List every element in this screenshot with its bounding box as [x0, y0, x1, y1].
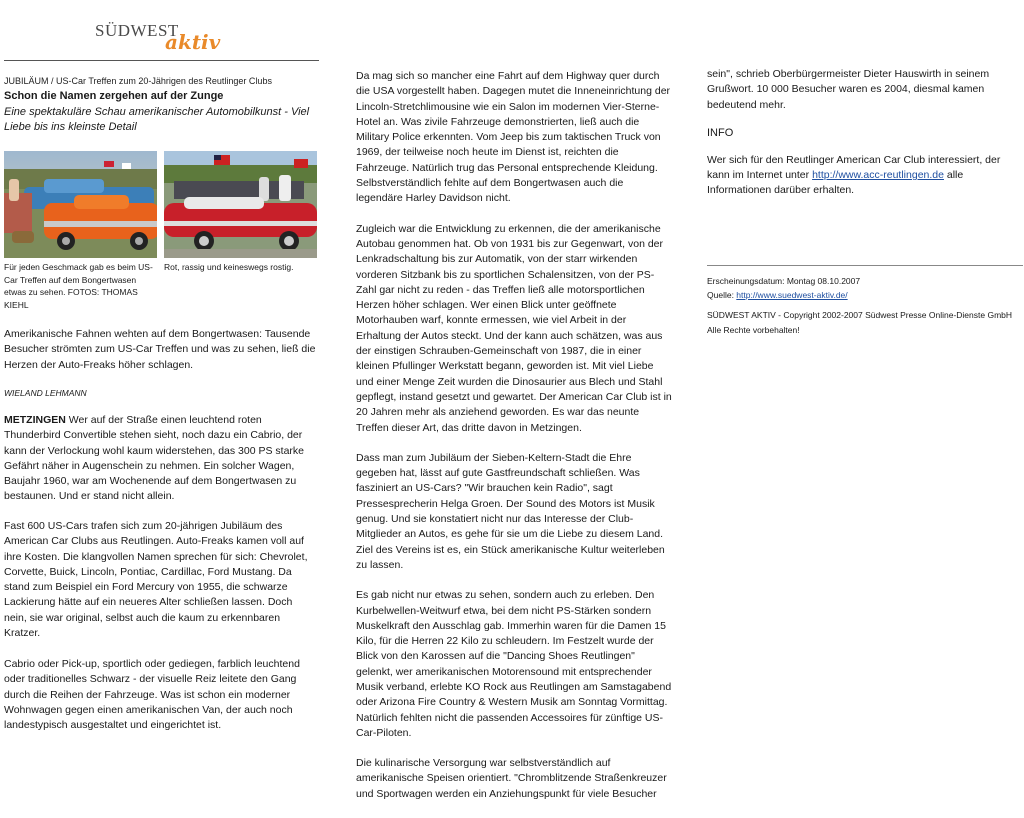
logo-script: aktiv: [165, 30, 221, 54]
article-intro: Amerikanische Fahnen wehten auf dem Bongertwasen: Tausende Besucher strömten zum US-Car Treffen und was zu sehen, ließ die Herzen der Auto-Freaks höher schlagen.: [4, 328, 316, 371]
article-headline: Schon die Namen zergehen auf der Zunge: [4, 90, 224, 102]
logo-wordmark: SÜDWEST: [95, 21, 179, 40]
source-line: [707, 288, 860, 302]
paragraph-3: Cabrio oder Pick-up, sportlich oder gediegen, farblich leuchtend oder traditionelles Schwarz - der visuelle Reiz leitete den Gang durch die Reihen der Fahrzeuge. Was ist schon ein moderner Wohnwagen gegen einen amerikanischen Van, der auch noch landestypisch ausgestaltet und eingerichtet ist.: [4, 658, 300, 732]
article-subline: Eine spektakuläre Schau amerikanischer Automobilkunst - Viel Liebe bis ins kleinste Detail: [4, 106, 310, 133]
info-text-after: alle Informationen darüber erhalten.: [707, 169, 964, 197]
info-text-before: Wer sich für den Reutlinger American Car Club interessiert, der kann im Internet unter: [707, 153, 1001, 182]
paragraph-8: Die kulinarische Versorgung war selbstverständlich auf amerikanische Speisen orientiert. "Chromblitzende Straßenkreuzer und Sportwagen werden ein Anziehungspunkt für viele Besucher: [356, 757, 667, 800]
photo-red-thunderbird: [164, 151, 317, 258]
header-divider: [4, 60, 319, 61]
photo-caption-1: Für jeden Geschmack gab es beim US-Car Treffen auf dem Bongertwasen etwas zu sehen. FOTOS: THOMAS KIEHL: [4, 262, 153, 310]
paragraph-9: sein", schrieb Oberbürgermeister Dieter Hauswirth in seinem Grußwort. 10 000 Besucher waren es 2004, diesmal kamen bedeutend mehr.: [707, 68, 990, 111]
column-3: [707, 67, 1023, 199]
copyright-text: SÜDWEST AKTIV - Copyright 2002-2007 Südwest Presse Online-Dienste GmbH: [707, 310, 1013, 320]
paragraph-7: Es gab nicht nur etwas zu sehen, sondern auch zu erleben. Den Kurbelwellen-Weitwurf etwa, bei dem nicht PS-Stärken sondern Muskelkraft den Ausschlag gab. Immerhin waren für die Damen 15 Kilo, für die Herren 22 Kilo zu schleudern. Im Festzelt wurde der Blick von den Karossen auf die "Dancing Shoes Reutlingen" gelenkt, wer amerikanischen Motorensound mit entsprechender Musik verband, erlebte KO Rock aus Reutlingen am Samstagabend oder Arizona Fire Country & Western Musik am Sonntag Vormittag. Natürlich fehlten nicht die passenden Accessoires für zünftige US-Car-Piloten.: [356, 589, 672, 739]
suedwest-aktiv-logo: [95, 18, 235, 54]
dateline: METZINGEN: [4, 414, 66, 426]
publication-date: Erscheinungsdatum: Montag 08.10.2007: [707, 276, 861, 286]
info-heading: INFO: [707, 126, 734, 139]
photo-caption-2: Rot, rassig und keineswegs rostig.: [164, 262, 294, 272]
column-2: [356, 69, 672, 802]
source-link[interactable]: http://www.suedwest-aktiv.de/: [736, 290, 848, 300]
paragraph-2: Fast 600 US-Cars trafen sich zum 20-jährigen Jubiläum des American Car Clubs aus Reutlingen. Auto-Freaks kamen voll auf ihre Kosten. Die klangvollen Namen sprechen für sich: Chevrolet, Corvette, Buick, Lincoln, Pontiac, Cardillac, Ford Mustang. Da stand zum Beispiel ein Ford Mercury von 1955, die schwarze Lackierung hätte auf ein neueres Alter schließen lassen. Doch nein, sie war original, selbst auch die kaum zu erkennbaren Kratzer.: [4, 520, 308, 640]
paragraph-4: Da mag sich so mancher eine Fahrt auf dem Highway quer durch die USA vorgestellt haben. Dagegen mutet die Inneneinrichtung der Lincoln-Stretchlimousine wie ein Salon im modernen Vier-Sterne-Hotel an. Was zivile Fahrzeuge demonstrierten, ließ auch die Military Police erkennten. Vom Jeep bis zum taktischen Truck von 1969, der teilweise noch heute im Dienst ist, reichten die Fahrzeuge. Natürlich trug das Personal entsprechende Kleidung. Selbstverständlich fehlte auf dem Bongertwasen auch die legendäre Harley Davidson nicht.: [356, 70, 671, 205]
paragraph-1: [4, 413, 318, 505]
paragraph-1-text: Wer auf der Straße einen leuchtend roten Thunderbird Convertible stehen sieht, noch dazu ein Cabrio, der kann der Verlockung wohl kaum widerstehen, das 300 PS starke Gefährt näher in Augenschein zu nehmen. Ein solcher Wagen, Baujahr 1960, war am Wochenende auf dem Bongertwasen zu bestaunen. Und er stand nicht allein.: [4, 414, 305, 503]
rights-text: Alle Rechte vorbehalten!: [707, 324, 800, 335]
paragraph-5: Zugleich war die Entwicklung zu erkennen, die der amerikanische Autobau genommen hat. Ob von 1931 bis zur Gegenwart, von der Lenkradschaltung bis zur Automatik, von der starr wirkenden vorderen Sitzbank bis zu sportlichen Schalensitzen, von der PS-Zahl gar nicht zu reden - das Treffen ließ alle motorsportlichen Herzen höher schlagen. Wer einen Blick unter geöffnete Motorhauben warf, konnte ermessen, wie viel Arbeit in der Erhaltung der Autos steckt. Und der kann auch schätzen, was aus der einstigen Schrauben-Gemeinschaft von 1987, die in einer kleinen Pfullinger Werkstatt begann, geworden ist. Mit viel Liebe und einer Menge Zeit wurden die Dinosaurier aus Blech und Stahl gepflegt, instand gesetzt und gewartet. Der American Car Club ist in 20 Jahren mehr als anziehend geworden. Es war das neunte Treffen dieser Art, das dritte davon in Metzingen.: [356, 222, 672, 434]
publication-meta: [707, 274, 860, 302]
photo-orange-car: [4, 151, 157, 258]
info-paragraph: [707, 153, 1023, 199]
footer-divider: [707, 265, 1023, 266]
source-label: Quelle:: [707, 290, 737, 300]
club-website-link[interactable]: http://www.acc-reutlingen.de: [812, 169, 944, 182]
copyright-block: [707, 308, 1023, 337]
article-author: WIELAND LEHMANN: [4, 388, 87, 398]
article-kicker: JUBILÄUM / US-Car Treffen zum 20-Jährigen des Reutlinger Clubs: [4, 76, 272, 86]
paragraph-6: Dass man zum Jubiläum der Sieben-Keltern-Stadt die Ehre gegeben hat, lässt auf gute Gastfreundschaft schließen. Was fasziniert an US-Cars? "Wir brauchen kein Radio", sagt Pressesprecherin Helga Groen. Der Sound des Motors ist Musik genug. Und sie konstatiert nicht nur das Interesse der Club-Mitglieder an Autos, es gehe für sie um die Liebe zu diesem Land. Ziel des Vereins ist es, ein Stück amerikanische Kultur weiterleben zu lassen.: [356, 451, 665, 571]
